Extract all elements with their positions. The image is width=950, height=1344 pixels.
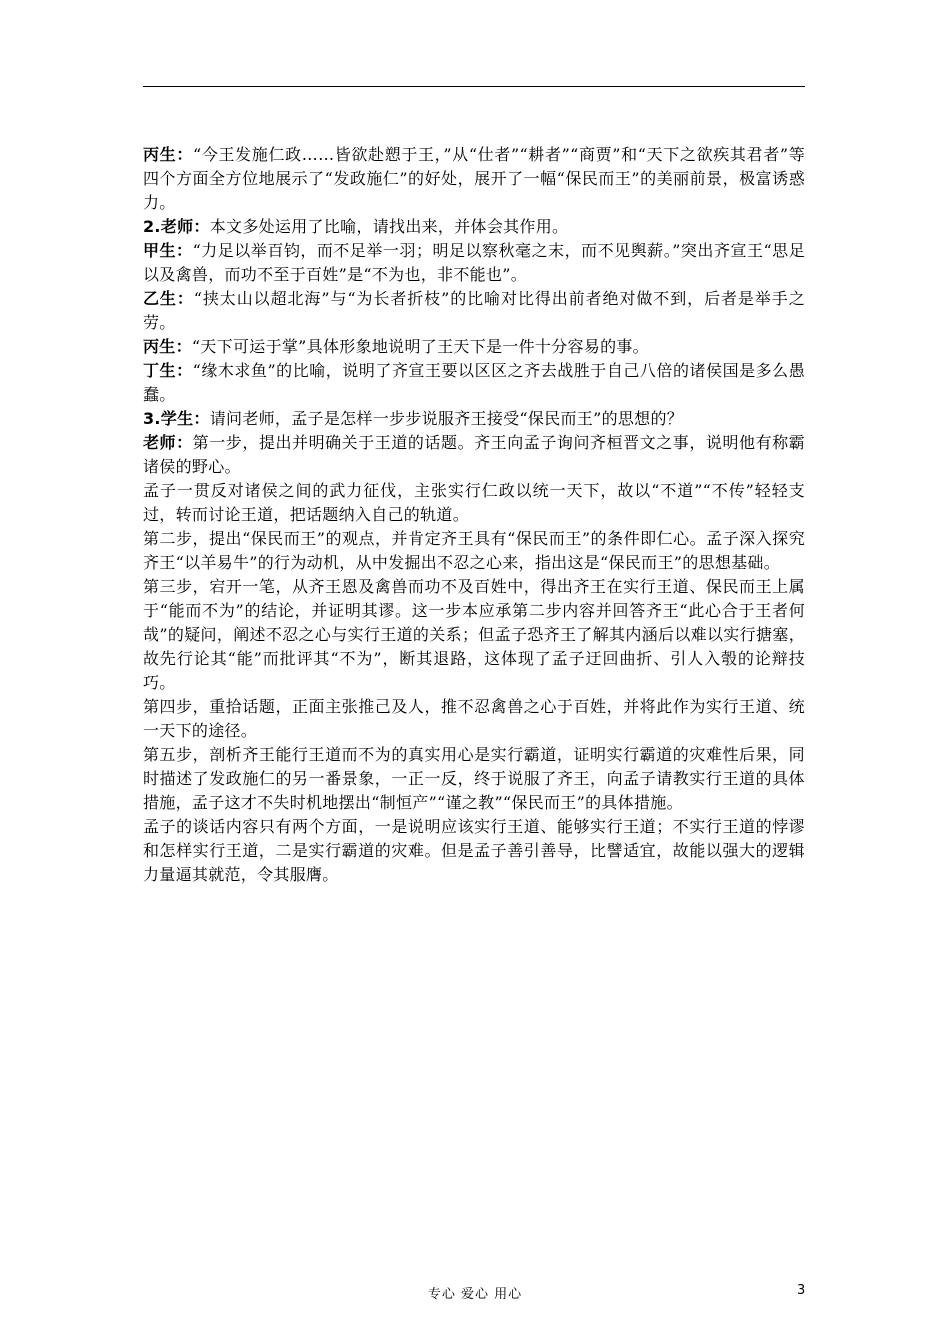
paragraph-text: 孟子的谈话内容只有两个方面，一是说明应该实行王道、能够实行王道；不实行王道的悖谬和怎样实行王道，二是实行霸道的灾难。但是孟子善引善导，比譬适宜，故能以强大的逻辑力量逼其就范，令其服膺。	[143, 817, 805, 884]
paragraph-text: 请问老师，孟子是怎样一步步说服齐王接受“保民而王”的思想的？	[209, 409, 684, 428]
document-body	[143, 143, 805, 887]
paragraph	[143, 287, 805, 335]
paragraph-text: “力足以举百钧，而不足举一羽；明足以察秋毫之末，而不见舆薪。”突出齐宣王“思足以及禽兽，而功不至于百姓”是“不为也，非不能也”。	[143, 241, 805, 284]
paragraph-text: “今王发施仁政……皆欲赴愬于王，”从“仕者”“耕者”“商贾”和“天下之欲疾其君者”等四个方面全方位地展示了“发政施仁”的好处，展开了一幅“保民而王”的美丽前景，极富诱惑力。	[143, 145, 805, 212]
paragraph-text: 第三步，宕开一笔，从齐王恩及禽兽而功不及百姓中，得出齐王在实行王道、保民而王上属于“能而不为”的结论，并证明其谬。这一步本应承第二步内容并回答齐王“此心合于王者何哉”的疑问，阐述不忍之心与实行王道的关系；但孟子恐齐王了解其内涵后以难以实行搪塞，故先行论其“能”而批评其“不为”，断其退路，这体现了孟子迂回曲折、引人入彀的论辩技巧。	[143, 577, 805, 692]
header-rule	[143, 86, 805, 87]
paragraph-text: “缘木求鱼”的比喻，说明了齐宣王要以区区之齐去战胜于自己八倍的诸侯国是多么愚蠢。	[143, 361, 805, 404]
paragraph	[143, 695, 805, 743]
paragraph	[143, 479, 805, 527]
paragraph	[143, 407, 805, 431]
paragraph-text: 第五步，剖析齐王能行王道而不为的真实用心是实行霸道，证明实行霸道的灾难性后果，同时描述了发政施仁的另一番景象，一正一反，终于说服了齐王，向孟子请教实行王道的具体措施，孟子这才不失时机地摆出“制恒产”“谨之教”“保民而王”的具体措施。	[143, 745, 805, 812]
speaker-label: 丁生：	[143, 361, 193, 380]
paragraph	[143, 215, 805, 239]
paragraph-text: 第四步，重拾话题，正面主张推己及人，推不忍禽兽之心于百姓，并将此作为实行王道、统一天下的途径。	[143, 697, 805, 740]
paragraph-text: 第二步，提出“保民而王”的观点，并肯定齐王具有“保民而王”的条件即仁心。孟子深入探究齐王“以羊易牛”的行为动机，从中发掘出不忍之心来，指出这是“保民而王”的思想基础。	[143, 529, 805, 572]
speaker-label: 丙生：	[143, 145, 193, 164]
speaker-label: 乙生：	[143, 289, 194, 308]
speaker-label: 丙生：	[143, 337, 192, 356]
paragraph-text: “挟太山以超北海”与“为长者折枝”的比喻对比得出前者绝对做不到，后者是举手之劳。	[143, 289, 805, 332]
paragraph-text: “天下可运于掌”具体形象地说明了王天下是一件十分容易的事。	[191, 337, 649, 356]
paragraph	[143, 527, 805, 575]
paragraph	[143, 143, 805, 215]
paragraph	[143, 239, 805, 287]
footer-motto: 专心 爱心 用心	[427, 1287, 523, 1302]
speaker-label: 2.老师：	[143, 217, 210, 236]
speaker-label: 老师：	[143, 433, 193, 452]
paragraph	[143, 359, 805, 407]
speaker-label: 3.学生：	[143, 409, 210, 428]
paragraph	[143, 815, 805, 887]
paragraph	[143, 431, 805, 479]
paragraph	[143, 335, 805, 359]
page-number: 3	[797, 1283, 806, 1298]
paragraph-text: 本文多处运用了比喻，请找出来，并体会其作用。	[209, 217, 569, 236]
paragraph-text: 孟子一贯反对诸侯之间的武力征伐，主张实行仁政以统一天下，故以“不道”“不传”轻轻支过，转而讨论王道，把话题纳入自己的轨道。	[143, 481, 805, 524]
paragraph	[143, 575, 805, 695]
paragraph-text: 第一步，提出并明确关于王道的话题。齐王向孟子询问齐桓晋文之事，说明他有称霸诸侯的野心。	[143, 433, 805, 476]
paragraph	[143, 743, 805, 815]
speaker-label: 甲生：	[143, 241, 193, 260]
